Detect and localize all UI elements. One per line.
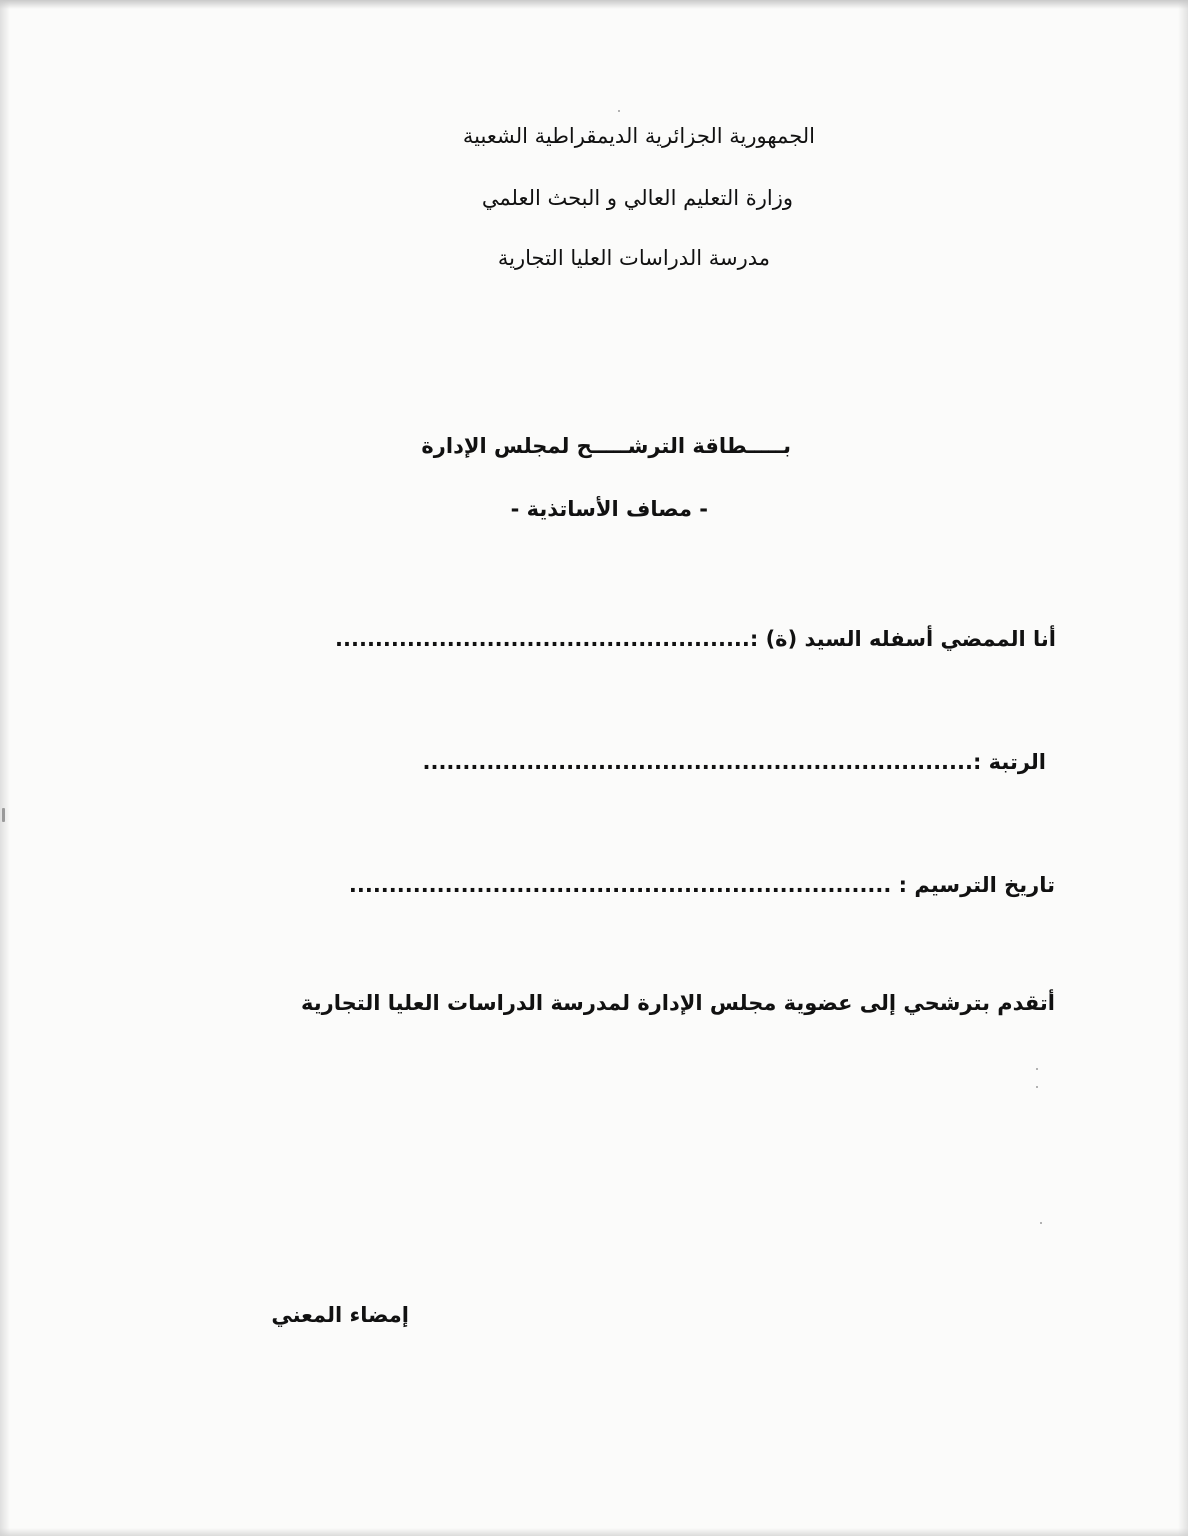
candidacy-declaration: أتقدم بترشحي إلى عضوية مجلس الإدارة لمدرسة الدراسات العليا التجارية	[301, 991, 1055, 1015]
scan-left-shadow	[0, 0, 10, 1536]
header-ministry: وزارة التعليم العالي و البحث العلمي	[481, 186, 793, 210]
form-title: بـــــطاقة الترشـــــح لمجلس الإدارة	[421, 434, 791, 458]
scan-right-shadow	[1178, 0, 1188, 1536]
scan-bottom-shadow	[0, 1528, 1188, 1536]
field-tenure-date: تاريخ الترسيم : ....................................................................	[348, 873, 1055, 897]
header-country: الجمهورية الجزائرية الديمقراطية الشعبية	[462, 124, 815, 148]
scan-speck	[1036, 1068, 1038, 1070]
scan-speck	[1036, 1086, 1038, 1088]
scan-top-shadow	[0, 0, 1188, 9]
form-subtitle: - مصاف الأساتذية -	[510, 497, 708, 521]
header-school: مدرسة الدراسات العليا التجارية	[497, 246, 770, 270]
scan-speck	[2, 808, 5, 822]
signature-label: إمضاء المعني	[271, 1303, 409, 1327]
scan-speck	[618, 110, 620, 112]
scan-speck	[1040, 1222, 1042, 1224]
field-name: أنا الممضي أسفله السيد (ة) :....................................................	[335, 627, 1056, 651]
field-rank: الرتبة :.....................................................................	[422, 750, 1046, 774]
